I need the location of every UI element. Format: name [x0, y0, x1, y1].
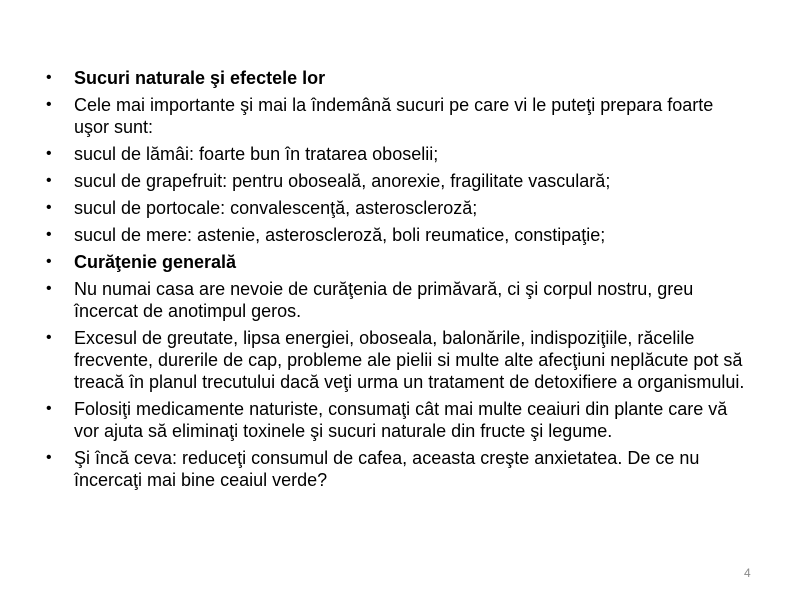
bullet-dot-icon: • — [46, 400, 52, 417]
bullet-dot-icon: • — [46, 253, 52, 270]
bullet-dot-icon: • — [46, 145, 52, 162]
bullet-dot-icon: • — [46, 449, 52, 466]
bullet-item — [46, 224, 746, 246]
bullet-dot-icon: • — [46, 96, 52, 113]
bullet-dot-icon: • — [46, 172, 52, 189]
bullet-item — [46, 327, 746, 393]
bullet-text: Folosiţi medicamente naturiste, consumaţi cât mai multe ceaiuri din plante care vă vor ajuta să eliminaţi toxinele şi sucuri naturale din fructe şi legume. — [74, 399, 728, 441]
bullet-item — [46, 278, 746, 322]
bullet-item — [46, 143, 746, 165]
bullet-text: Cele mai importante şi mai la îndemână sucuri pe care vi le puteţi prepara foarte uşor sunt: — [74, 95, 714, 137]
bullet-item — [46, 447, 746, 491]
bullet-dot-icon: • — [46, 199, 52, 216]
section-heading: Curăţenie generală — [74, 252, 237, 272]
bullet-text: Excesul de greutate, lipsa energiei, oboseala, balonările, indispoziţiile, răcelile frecvente, durerile de cap, probleme ale pielii si multe alte afecţiuni neplăcute pot să treacă în planul trecutului dacă veţi urma un tratament de detoxifiere a organismului. — [74, 328, 745, 392]
bullet-text: Nu numai casa are nevoie de curăţenia de primăvară, ci şi corpul nostru, greu încercat de anotimpul geros. — [74, 279, 694, 321]
bullet-dot-icon: • — [46, 329, 52, 346]
bullet-dot-icon: • — [46, 69, 52, 86]
page-number: 4 — [744, 566, 751, 580]
section-heading: Sucuri naturale şi efectele lor — [74, 68, 326, 88]
bullet-text: Şi încă ceva: reduceţi consumul de cafea, aceasta creşte anxietatea. De ce nu încercaţi mai bine ceaiul verde? — [74, 448, 700, 490]
bullet-text: sucul de mere: astenie, asteroscleroză, boli reumatice, constipaţie; — [74, 225, 606, 245]
bullet-item — [46, 94, 746, 138]
bullet-item — [46, 67, 746, 89]
bullet-dot-icon: • — [46, 280, 52, 297]
bullet-item — [46, 398, 746, 442]
bullet-text: sucul de portocale: convalescenţă, asteroscleroză; — [74, 198, 478, 218]
bullet-item — [46, 197, 746, 219]
bullet-item — [46, 251, 746, 273]
bullet-text: sucul de lămâi: foarte bun în tratarea oboselii; — [74, 144, 439, 164]
bullet-item — [46, 170, 746, 192]
bullet-text: sucul de grapefruit: pentru oboseală, anorexie, fragilitate vasculară; — [74, 171, 611, 191]
bullet-list — [46, 67, 746, 496]
bullet-dot-icon: • — [46, 226, 52, 243]
